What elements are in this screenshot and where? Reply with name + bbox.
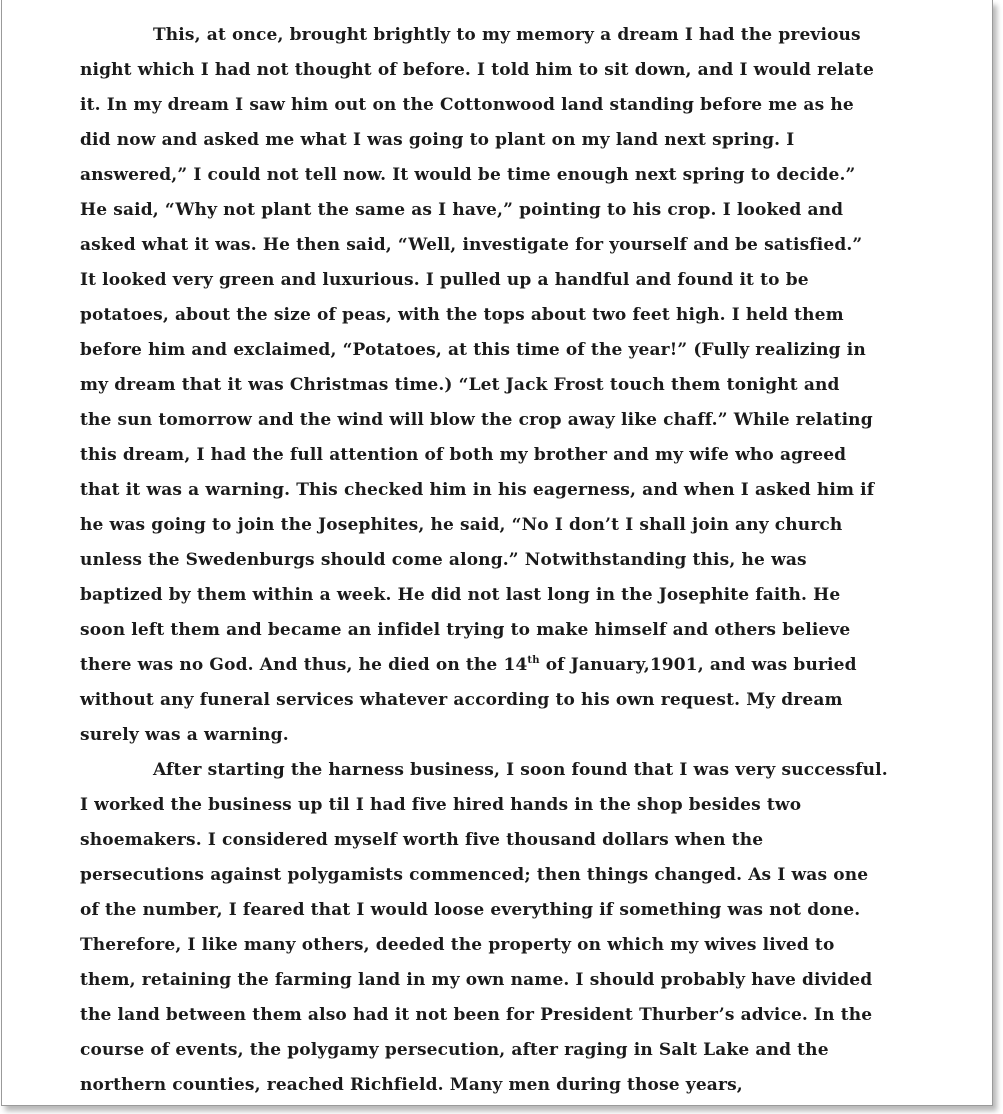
text-line: potatoes, about the size of peas, with the tops about two feet high. I held them [80, 305, 844, 325]
text-line: After starting the harness business, I soon found that I was very successful. [153, 760, 888, 780]
text-line-with-date [80, 648, 940, 683]
text-line: my dream that it was Christmas time.) “Let Jack Frost touch them tonight and [80, 375, 840, 395]
paragraph-1 [80, 18, 940, 753]
text-line: without any funeral services whatever according to his own request. My dream [80, 690, 843, 710]
text-line: shoemakers. I considered myself worth five thousand dollars when the [80, 830, 764, 850]
text-line: answered,” I could not tell now. It would be time enough next spring to decide.” [80, 165, 856, 185]
text-line: it. In my dream I saw him out on the Cottonwood land standing before me as he [80, 95, 854, 115]
text-line: unless the Swedenburgs should come along.” Notwithstanding this, he was [80, 550, 807, 570]
text-line: northern counties, reached Richfield. Many men during those years, [80, 1075, 743, 1095]
text-line: persecutions against polygamists commenced; then things changed. As I was one [80, 865, 869, 885]
text-line: It looked very green and luxurious. I pulled up a handful and found it to be [80, 270, 809, 290]
text-line: surely was a warning. [80, 725, 289, 745]
text-line: This, at once, brought brightly to my memory a dream I had the previous [153, 25, 861, 45]
text-line: Therefore, I like many others, deeded the property on which my wives lived to [80, 935, 835, 955]
text-line: asked what it was. He then said, “Well, investigate for yourself and be satisfied.” [80, 235, 863, 255]
text-line: baptized by them within a week. He did not last long in the Josephite faith. He [80, 585, 841, 605]
page-frame [1, 0, 993, 1106]
text-line: He said, “Why not plant the same as I have,” pointing to his crop. I looked and [80, 200, 844, 220]
text-line: did now and asked me what I was going to plant on my land next spring. I [80, 130, 795, 150]
paragraph-2 [80, 753, 940, 1103]
document-body [80, 18, 940, 1103]
text-line: before him and exclaimed, “Potatoes, at this time of the year!” (Fully realizing in [80, 340, 866, 360]
text-line: soon left them and became an infidel trying to make himself and others believe [80, 620, 851, 640]
text-line: course of events, the polygamy persecution, after raging in Salt Lake and the [80, 1040, 829, 1060]
text-line: I worked the business up til I had five hired hands in the shop besides two [80, 795, 802, 815]
text-line: of the number, I feared that I would loose everything if something was not done. [80, 900, 861, 920]
line-text-after: of January,1901, and was buried [539, 655, 857, 675]
text-line: night which I had not thought of before. I told him to sit down, and I would relate [80, 60, 874, 80]
text-line: this dream, I had the full attention of both my brother and my wife who agreed [80, 445, 847, 465]
text-line: them, retaining the farming land in my own name. I should probably have divided [80, 970, 873, 990]
text-line: he was going to join the Josephites, he said, “No I don’t I shall join any church [80, 515, 843, 535]
line-text-before: there was no God. And thus, he died on the 14 [80, 655, 528, 675]
text-line: that it was a warning. This checked him in his eagerness, and when I asked him if [80, 480, 875, 500]
text-line: the land between them also had it not been for President Thurber’s advice. In the [80, 1005, 873, 1025]
text-line: the sun tomorrow and the wind will blow the crop away like chaff.” While relating [80, 410, 873, 430]
ordinal-suffix: th [527, 655, 540, 666]
